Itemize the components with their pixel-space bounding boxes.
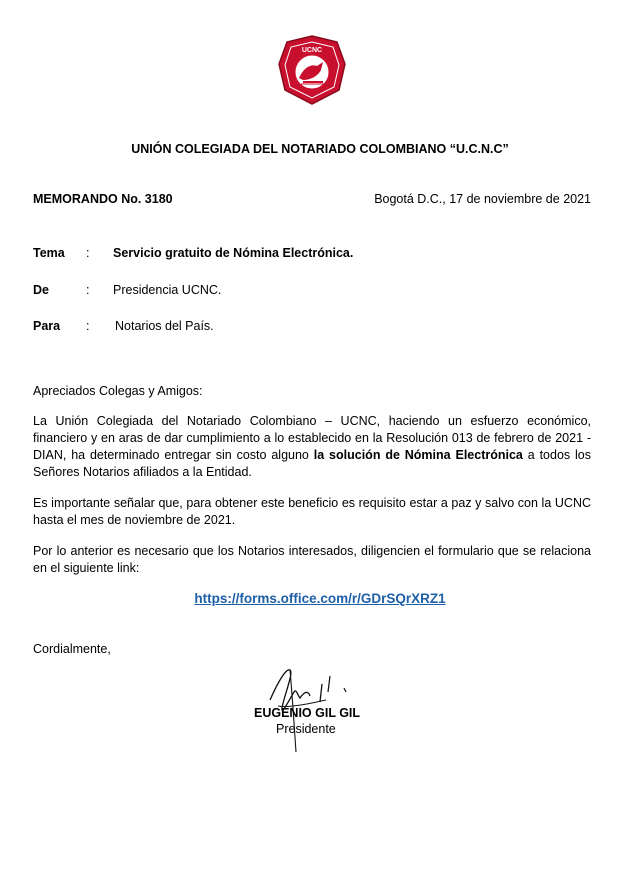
de-value: Presidencia UCNC. — [113, 283, 222, 297]
svg-text:UCNC: UCNC — [301, 47, 323, 54]
para-value: Notarios del País. — [115, 319, 214, 333]
paragraph-3: Por lo anterior es necesario que los Notarios interesados, diligencien el formulario que se relaciona en el siguiente link: — [33, 544, 591, 575]
greeting: Apreciados Colegas y Amigos: — [33, 384, 203, 398]
tema-colon: : — [86, 246, 90, 260]
ucnc-logo — [277, 34, 347, 106]
form-link[interactable]: https://forms.office.com/r/GDrSQrXRZ1 — [194, 591, 446, 606]
paragraph-1 — [33, 413, 591, 481]
de-label: De — [33, 283, 49, 297]
paragraph-1-text-c: a todos los Señores Notarios afiliados a la Entidad. — [33, 448, 591, 479]
organization-title: UNIÓN COLEGIADA DEL NOTARIADO COLOMBIANO “U.C.N.C” — [131, 142, 509, 156]
tema-label: Tema — [33, 246, 65, 260]
closing-text: Cordialmente, — [33, 642, 111, 656]
signatory-name: EUGENIO GIL GIL — [254, 706, 361, 720]
para-colon: : — [86, 319, 90, 333]
paragraph-1-bold: la solución de Nómina Electrónica — [313, 448, 523, 462]
de-colon: : — [86, 283, 90, 297]
tema-value: Servicio gratuito de Nómina Electrónica. — [113, 246, 354, 260]
paragraph-2: Es importante señalar que, para obtener este beneficio es requisito estar a paz y salvo con la UCNC hasta el mes de noviembre de 2021. — [33, 496, 591, 527]
memo-date: Bogotá D.C., 17 de noviembre de 2021 — [374, 192, 591, 206]
para-label: Para — [33, 319, 61, 333]
memo-number: MEMORANDO No. 3180 — [33, 192, 173, 206]
signatory-role: Presidente — [276, 722, 336, 736]
paragraph-1-text-a: La Unión Colegiada del Notariado Colombiano – UCNC, haciendo un esfuerzo económico, financiero y en aras de dar cumplimiento a lo establecido en la Resolución 013 de febrero de 2021 - DIAN, ha determinado entregar sin costo alguno — [33, 414, 591, 462]
